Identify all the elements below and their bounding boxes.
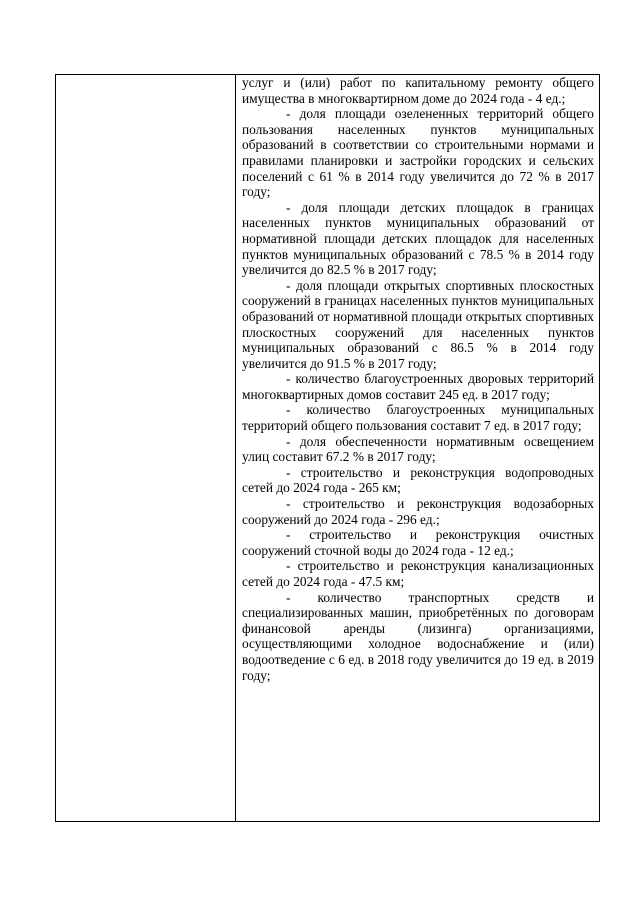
paragraph-playgrounds: - доля площади детских площадок в границах населенных пунктов муниципальных образований от нормативной площади детских площадок для населенных пунктов муниципальных образований с 78.5 % в 2014 году увеличится до 82.5 % в 2017 году; xyxy=(242,199,594,278)
paragraph-water-networks: - строительство и реконструкция водопроводных сетей до 2024 года - 265 км; xyxy=(242,464,594,496)
paragraph-capital-repair: услуг и (или) работ по капитальному ремонту общего имущества в многоквартирном доме до 2024 года - 4 ед.; xyxy=(242,75,594,106)
paragraph-green-areas: - доля площади озелененных территорий общего пользования населенных пунктов муниципальных образований в соответствии со строительными нормами и правилами планировки и застройки городских и сельских поселений с 61 % в 2014 году увеличится до 72 % в 2017 году; xyxy=(242,106,594,200)
paragraph-sports-facilities: - доля площади открытых спортивных плоскостных сооружений в границах населенных пунктов муниципальных образований от нормативной площади открытых спортивных плоскостных сооружений для населенных пунктов муниципальных образований с 86.5 % в 2014 году увеличится до 91.5 % в 2017 году; xyxy=(242,277,594,371)
paragraph-courtyards: - количество благоустроенных дворовых территорий многоквартирных домов составит 245 ед. в 2017 году; xyxy=(242,371,594,402)
document-table xyxy=(55,74,600,822)
paragraph-water-intakes: - строительство и реконструкция водозаборных сооружений до 2024 года - 296 ед.; xyxy=(242,496,594,527)
paragraph-street-lighting: - доля обеспеченности нормативным освещением улиц составит 67.2 % в 2017 году; xyxy=(242,433,594,465)
paragraph-sewer-networks: - строительство и реконструкция канализационных сетей до 2024 года - 47.5 км; xyxy=(242,558,594,589)
table-right-column xyxy=(236,75,599,683)
paragraph-leasing-vehicles: - количество транспортных средств и специализированных машин, приобретённых по договорам финансовой аренды (лизинга) организациями, осуществляющими холодное водоснабжение и (или) водоотведение с 6 ед. в 2018 году увеличится до 19 ед. в 2019 году; xyxy=(242,589,594,683)
table-left-column xyxy=(56,75,236,821)
paragraph-public-territories: - количество благоустроенных муниципальных территорий общего пользования составит 7 ед. в 2017 году; xyxy=(242,402,594,434)
paragraph-treatment-facilities: - строительство и реконструкция очистных сооружений сточной воды до 2024 года - 12 ед.; xyxy=(242,527,594,558)
